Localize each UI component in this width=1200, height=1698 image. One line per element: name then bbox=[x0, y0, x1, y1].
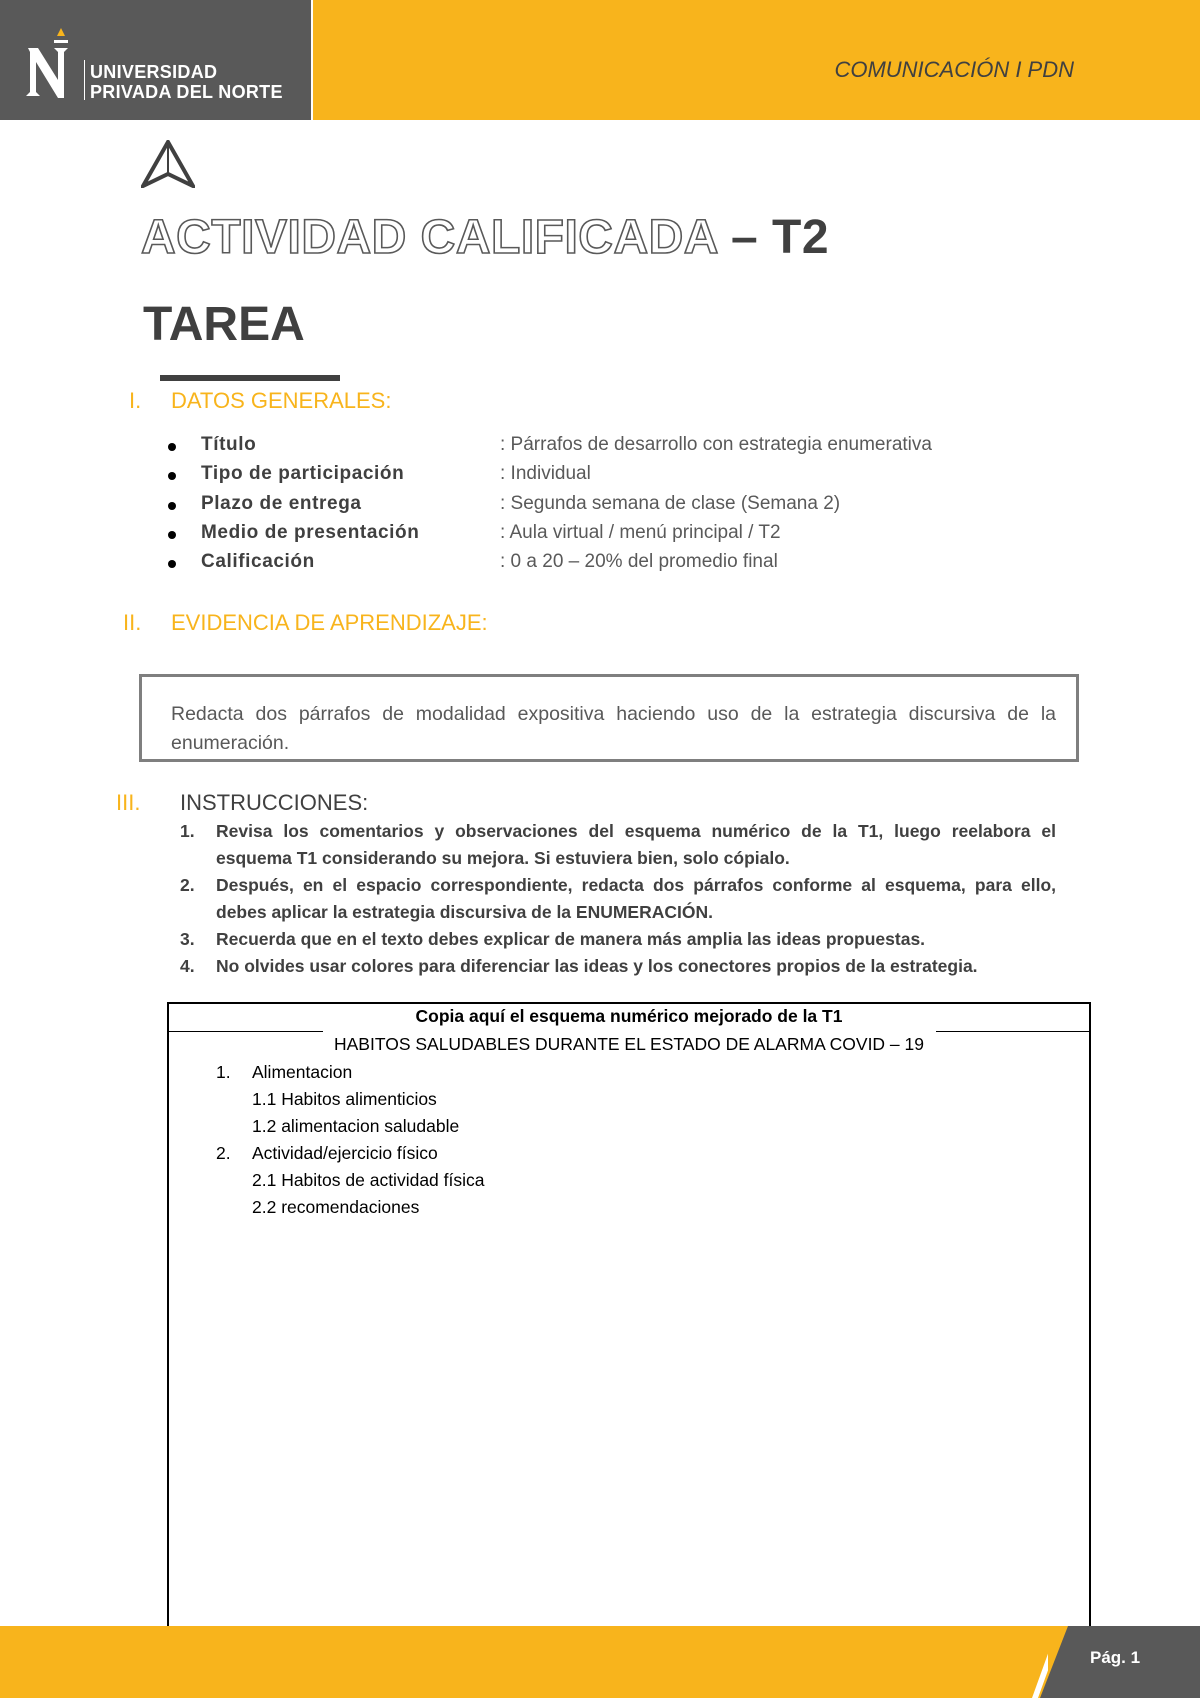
bullet-icon bbox=[168, 560, 176, 568]
instruction-text: Después, en el espacio correspondiente, redacta dos párrafos conforme al esquema, para ello, debes aplicar la estrategia discursiva de la ENUMERACIÓN. bbox=[216, 875, 1056, 922]
section1-number: I. bbox=[129, 388, 142, 413]
general-label: Tipo de participación bbox=[201, 463, 405, 484]
section3-number: III. bbox=[116, 790, 141, 815]
footer-bar bbox=[0, 1626, 1200, 1698]
university-name-line1: UNIVERSIDAD bbox=[90, 62, 218, 82]
arrow-logo-icon bbox=[141, 140, 195, 188]
general-label: Medio de presentación bbox=[201, 522, 420, 543]
scheme-subitem: 1.1 Habitos alimenticios bbox=[252, 1089, 437, 1109]
university-name bbox=[90, 62, 283, 102]
course-name: COMUNICACIÓN I PDN bbox=[834, 57, 1074, 82]
section2-title: EVIDENCIA DE APRENDIZAJE: bbox=[171, 610, 488, 635]
scheme-subitem: 1.2 alimentacion saludable bbox=[252, 1116, 460, 1136]
section3-title: INSTRUCCIONES: bbox=[180, 790, 369, 815]
scheme-subitem: 2.2 recomendaciones bbox=[252, 1197, 420, 1217]
scheme-item: Alimentacion bbox=[252, 1062, 353, 1082]
instruction-number: 1. bbox=[180, 821, 195, 841]
task-title: TAREA bbox=[143, 298, 305, 351]
instruction-item bbox=[180, 872, 1056, 926]
scheme-item: Actividad/ejercicio físico bbox=[252, 1143, 438, 1163]
instruction-text: Revisa los comentarios y observaciones del esquema numérico de la T1, luego reelabora el esquema T1 considerando su mejora. Si estuviera bien, solo cópialo. bbox=[216, 821, 1056, 868]
scheme-header: Copia aquí el esquema numérico mejorado de la T1 bbox=[415, 1006, 843, 1026]
title-underline bbox=[160, 375, 340, 381]
section1-title: DATOS GENERALES: bbox=[171, 388, 392, 413]
university-name-line2: PRIVADA DEL NORTE bbox=[90, 82, 283, 102]
logo-divider bbox=[84, 60, 85, 100]
instruction-number: 4. bbox=[180, 956, 195, 976]
scheme-subitem: 2.1 Habitos de actividad física bbox=[252, 1170, 485, 1190]
scheme-item-number: 2. bbox=[216, 1143, 231, 1163]
bullet-icon bbox=[168, 443, 176, 451]
general-value: : Aula virtual / menú principal / T2 bbox=[500, 522, 781, 543]
general-label: Plazo de entrega bbox=[201, 493, 362, 514]
activity-title-suffix: – T2 bbox=[717, 211, 830, 264]
instruction-item bbox=[180, 818, 1056, 872]
university-logo-icon bbox=[24, 26, 76, 98]
general-label: Calificación bbox=[201, 551, 315, 572]
general-value: : Segunda semana de clase (Semana 2) bbox=[500, 493, 841, 514]
bullet-icon bbox=[168, 472, 176, 480]
instruction-number: 2. bbox=[180, 875, 195, 895]
scheme-header-rule bbox=[936, 1031, 1089, 1032]
scheme-header-rule bbox=[169, 1031, 323, 1032]
page-number: Pág. 1 bbox=[1090, 1648, 1141, 1667]
bullet-icon bbox=[168, 502, 176, 510]
scheme-item-number: 1. bbox=[216, 1062, 231, 1082]
instruction-number: 3. bbox=[180, 929, 195, 949]
bullet-icon bbox=[168, 531, 176, 539]
general-value: : Individual bbox=[500, 463, 591, 484]
general-value: : 0 a 20 – 20% del promedio final bbox=[500, 551, 778, 572]
general-value: : Párrafos de desarrollo con estrategia enumerativa bbox=[500, 434, 932, 455]
activity-title-outline: ACTIVIDAD CALIFICADA bbox=[141, 211, 718, 264]
general-label: Título bbox=[201, 434, 257, 455]
evidence-text: Redacta dos párrafos de modalidad expositiva haciendo uso de la estrategia discursiva de la enumeración. bbox=[171, 703, 1056, 754]
activity-title bbox=[141, 210, 829, 266]
instruction-text: No olvides usar colores para diferenciar las ideas y los conectores propios de la estrategia. bbox=[216, 956, 978, 976]
instruction-text: Recuerda que en el texto debes explicar de manera más amplia las ideas propuestas. bbox=[216, 929, 926, 949]
instruction-item bbox=[180, 953, 1056, 980]
instruction-item bbox=[180, 926, 1056, 953]
section2-number: II. bbox=[123, 610, 142, 635]
scheme-title: HABITOS SALUDABLES DURANTE EL ESTADO DE ALARMA COVID – 19 bbox=[333, 1034, 924, 1054]
